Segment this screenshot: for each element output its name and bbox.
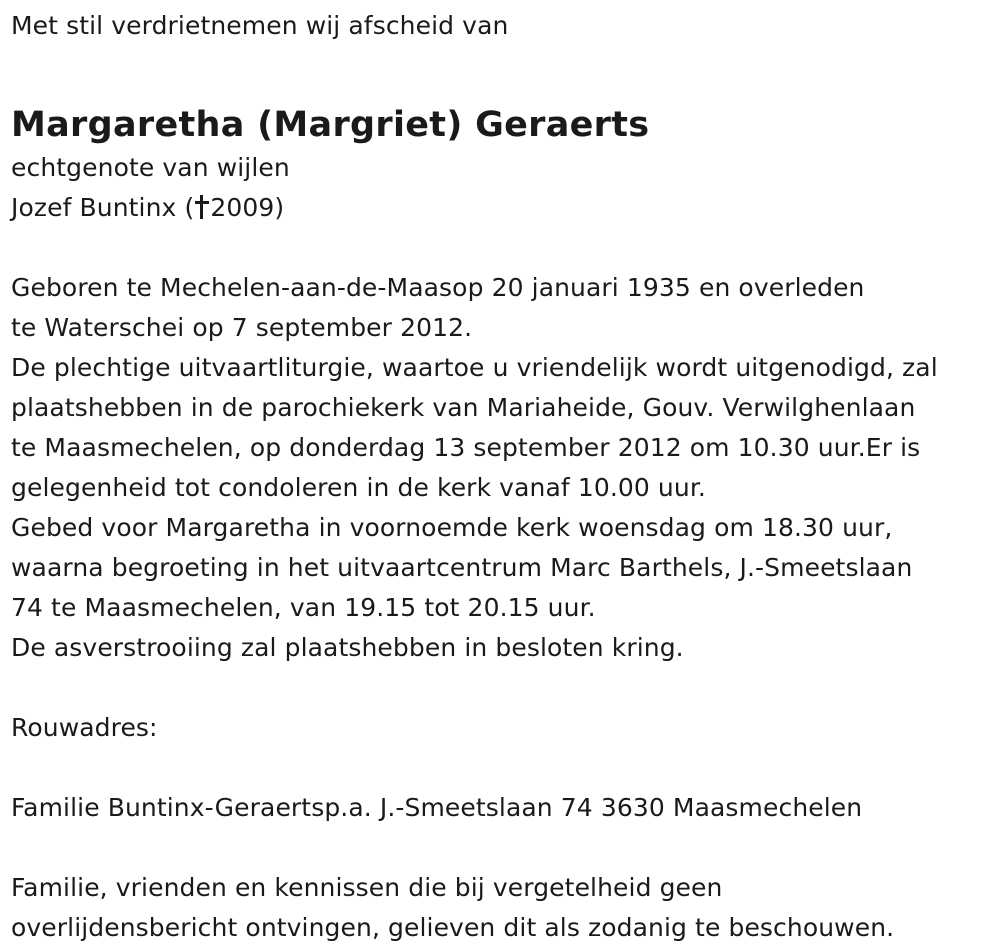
body-line: Gebed voor Margaretha in voornoemde kerk woensdag om 18.30 uur,: [11, 513, 893, 542]
spouse-name: Jozef Buntinx (: [11, 193, 195, 222]
spouse-death-year: 2009): [210, 193, 285, 222]
spouse-relation: echtgenote van wijlen: [11, 153, 290, 182]
body-line: 74 te Maasmechelen, van 19.15 tot 20.15 uur.: [11, 593, 596, 622]
spacer: [11, 748, 996, 788]
address-label: Rouwadres:: [11, 713, 158, 742]
body-line: te Maasmechelen, op donderdag 13 september 2012 om 10.30 uur.Er is: [11, 433, 921, 462]
closing-text: [11, 868, 996, 948]
closing-line: overlijdensbericht ontvingen, gelieven dit als zodanig te beschouwen.: [11, 913, 895, 942]
body-line: gelegenheid tot condoleren in de kerk vanaf 10.00 uur.: [11, 473, 706, 502]
body-line: Geboren te Mechelen-aan-de-Maasop 20 januari 1935 en overleden: [11, 273, 865, 302]
spouse-line: [11, 188, 996, 228]
spacer: [11, 828, 996, 868]
body-line: plaatshebben in de parochiekerk van Mariaheide, Gouv. Verwilghenlaan: [11, 393, 916, 422]
body-line: De plechtige uitvaartliturgie, waartoe u vriendelijk wordt uitgenodigd, zal: [11, 353, 938, 382]
spacer: [11, 668, 996, 708]
closing-line: Familie, vrienden en kennissen die bij vergetelheid geen: [11, 873, 723, 902]
address-text: Familie Buntinx-Geraertsp.a. J.-Smeetslaan 74 3630 Maasmechelen: [11, 793, 863, 822]
intro-text: Met stil verdrietnemen wij afscheid van: [11, 11, 509, 40]
body-line: te Waterschei op 7 september 2012.: [11, 313, 473, 342]
spacer: [11, 228, 996, 268]
obituary-notice: [11, 6, 996, 948]
body-text: [11, 268, 996, 668]
deceased-name: Margaretha (Margriet) Geraerts: [11, 105, 650, 145]
cross-icon: [195, 195, 209, 219]
body-line: waarna begroeting in het uitvaartcentrum Marc Barthels, J.-Smeetslaan: [11, 553, 913, 582]
body-line: De asverstrooiing zal plaatshebben in besloten kring.: [11, 633, 684, 662]
